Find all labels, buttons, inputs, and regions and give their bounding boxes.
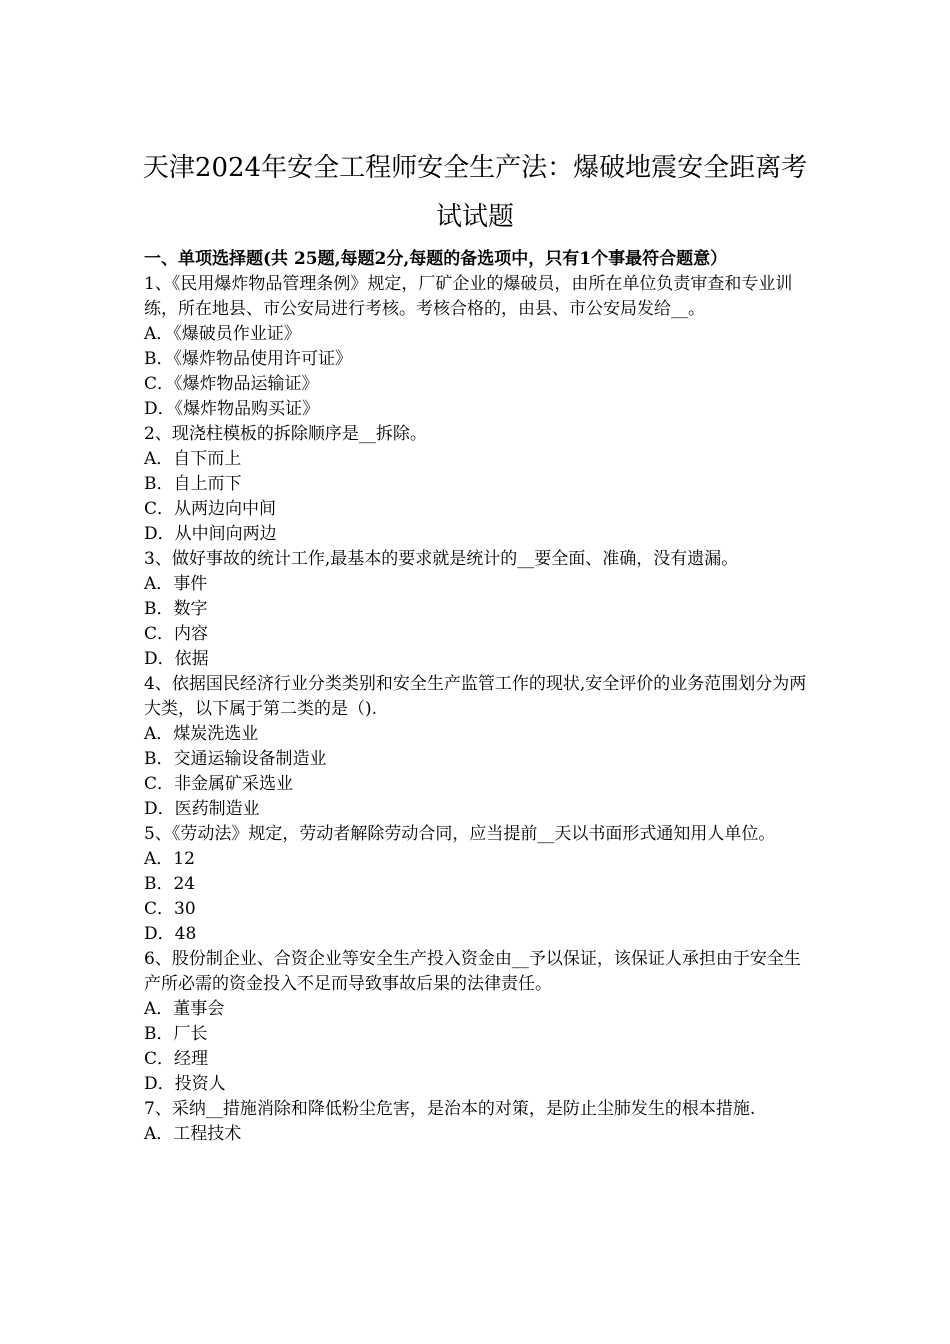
option-a: A．12 (144, 849, 195, 869)
question-stem: 3、做好事故的统计工作,最基本的要求就是统计的__要全面、准确，没有遗漏。 (144, 549, 739, 569)
option-d: D．医药制造业 (144, 799, 260, 819)
document-title-line-2: 试试题 (435, 202, 514, 232)
option-b: B．交通运输设备制造业 (144, 749, 327, 769)
question-2 (144, 422, 810, 547)
option-a: A．事件 (144, 574, 208, 594)
option-d: D．从中间向两边 (144, 524, 277, 544)
option-c: C．内容 (144, 624, 209, 644)
option-a: A．自下而上 (144, 449, 242, 469)
option-b: B．24 (144, 874, 196, 894)
option-d: D．依据 (144, 649, 209, 669)
option-b: B．自上而下 (144, 474, 242, 494)
option-b: B．数字 (144, 599, 208, 619)
section-heading: 一、单项选择题(共 25题,每题2分,每题的备选项中，只有1个事最符合题意） (144, 249, 728, 269)
question-7 (144, 1097, 810, 1147)
option-a: A．董事会 (144, 999, 225, 1019)
question-stem: 5、《劳动法》规定，劳动者解除劳动合同，应当提前__天以书面形式通知用人单位。 (144, 824, 776, 844)
option-d: D．《爆炸物品购买证》 (144, 399, 320, 419)
question-3 (144, 547, 810, 672)
document-body (144, 247, 810, 1147)
option-a: A．工程技术 (144, 1124, 242, 1144)
option-c: C．从两边向中间 (144, 499, 277, 519)
option-d: D．投资人 (144, 1074, 226, 1094)
option-b: B．厂长 (144, 1024, 208, 1044)
option-b: B．《爆炸物品使用许可证》 (144, 349, 352, 369)
question-stem: 1、《民用爆炸物品管理条例》规定，厂矿企业的爆破员，由所在单位负责审查和专业训练，所在地县、市公安局进行考核。考核合格的，由县、市公安局发给__。 (144, 274, 793, 319)
option-d: D．48 (144, 924, 197, 944)
question-stem: 2、现浇柱模板的拆除顺序是__拆除。 (144, 424, 427, 444)
option-c: C．经理 (144, 1049, 209, 1069)
question-1 (144, 272, 810, 422)
question-stem: 4、依据国民经济行业分类类别和安全生产监管工作的现状,安全评价的业务范围划分为两大类，以下属于第二类的是（). (144, 674, 807, 719)
document-title-line-1: 天津2024年安全工程师安全生产法：爆破地震安全距离考 (142, 153, 808, 183)
question-4 (144, 672, 810, 822)
option-a: A．《爆破员作业证》 (144, 324, 301, 344)
option-c: C．30 (144, 899, 196, 919)
question-stem: 6、股份制企业、合资企业等安全生产投入资金由__予以保证，该保证人承担由于安全生产所必需的资金投入不足而导致事故后果的法律责任。 (144, 949, 801, 994)
option-a: A．煤炭洗选业 (144, 724, 259, 744)
question-6 (144, 947, 810, 1097)
option-c: C．非金属矿采选业 (144, 774, 294, 794)
option-c: C．《爆炸物品运输证》 (144, 374, 319, 394)
question-5 (144, 822, 810, 947)
question-stem: 7、采纳__措施消除和降低粉尘危害，是治本的对策，是防止尘肺发生的根本措施. (144, 1099, 756, 1119)
